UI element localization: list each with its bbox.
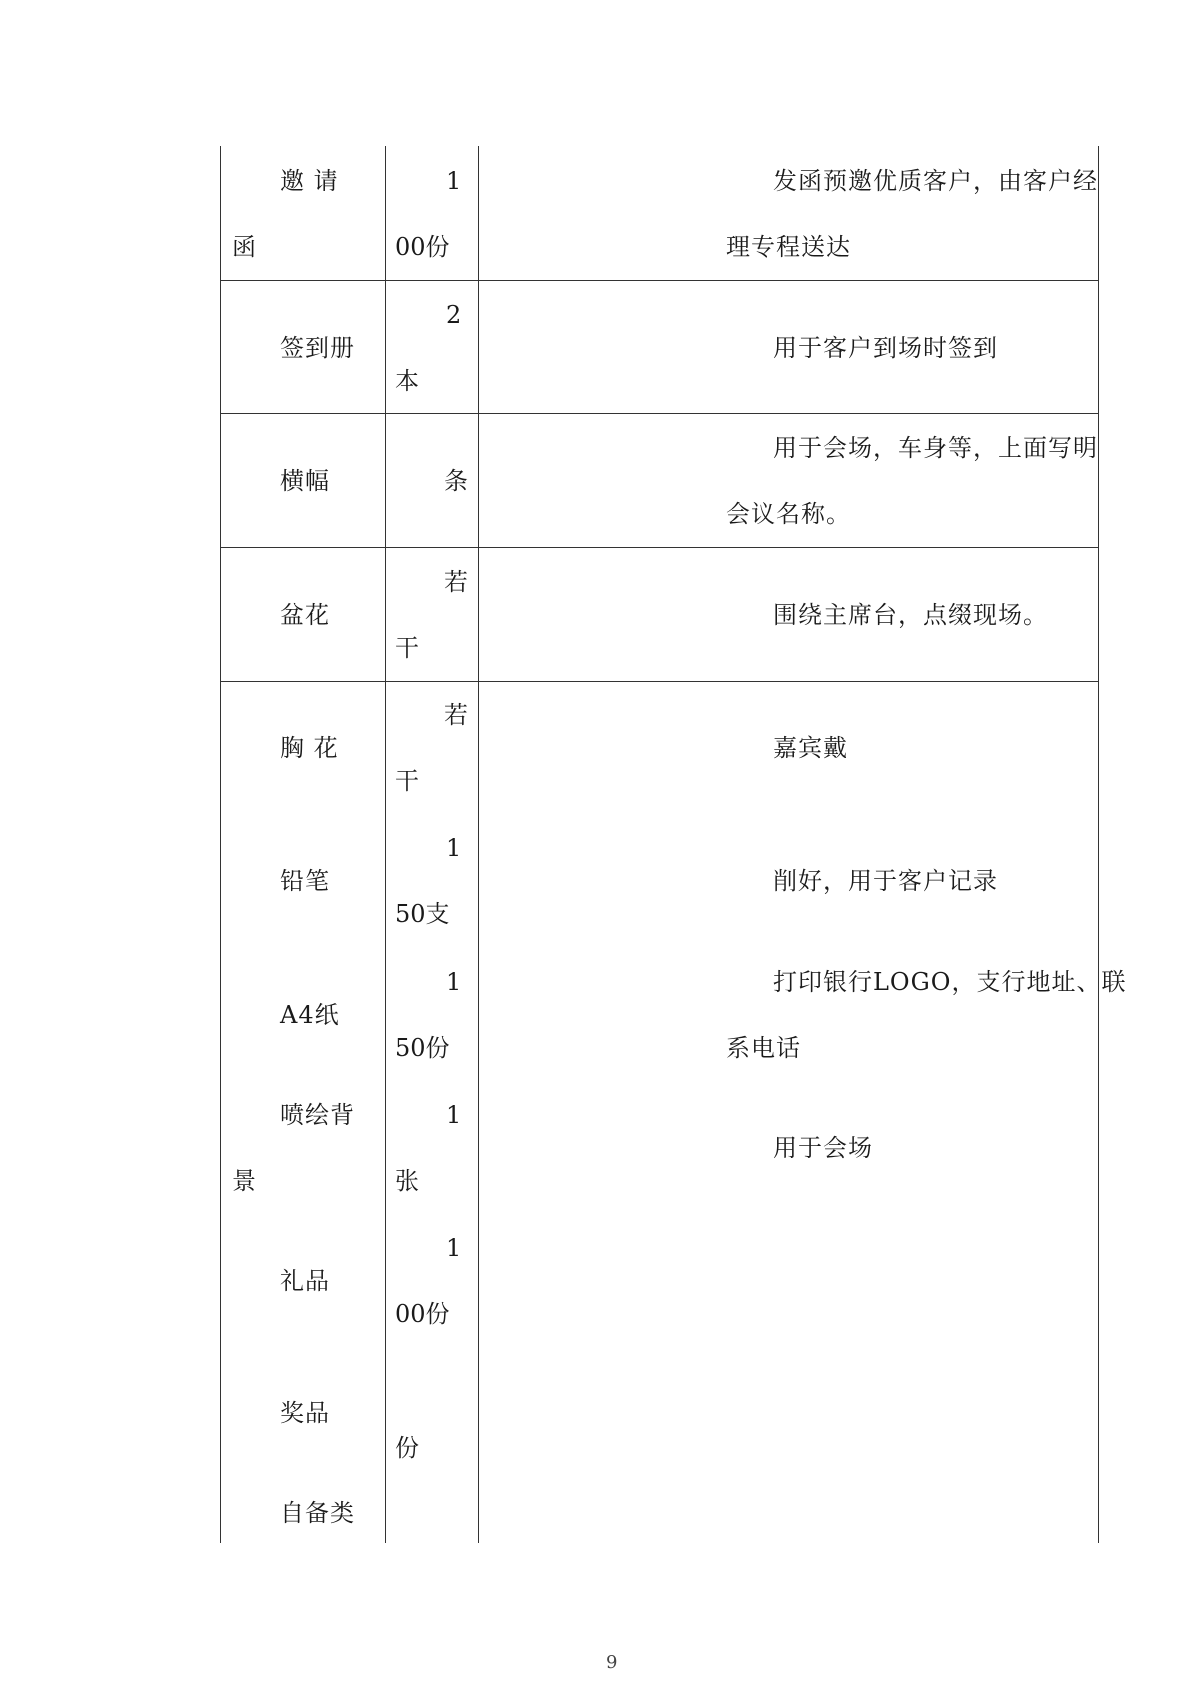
item-note: 削好，用于客户记录 [773, 867, 998, 895]
item-name: 盆花 [280, 601, 330, 629]
item-quantity: 1 [446, 968, 462, 996]
item-quantity: 条 [444, 467, 468, 495]
item-name: 喷绘背 [280, 1101, 355, 1129]
item-name: 横幅 [280, 467, 330, 495]
table-border-left [220, 146, 221, 1543]
table-row-divider [220, 413, 1099, 414]
item-name: 景 [232, 1167, 257, 1195]
item-note: 围绕主席台，点缀现场。 [773, 601, 1048, 629]
table-border-right [1098, 146, 1099, 1543]
item-note: 用于会场 [773, 1134, 873, 1162]
item-quantity: 00份 [395, 1300, 450, 1328]
item-name: 礼品 [280, 1267, 330, 1295]
item-note: 打印银行LOGO，支行地址、联 [773, 968, 1127, 996]
item-name: 邀 请 [280, 167, 339, 195]
item-note: 系电话 [726, 1034, 801, 1062]
item-name: 胸 花 [280, 734, 339, 762]
item-name: 函 [232, 233, 257, 261]
item-quantity: 张 [395, 1167, 419, 1195]
item-name: 铅笔 [280, 867, 330, 895]
item-quantity: 干 [395, 767, 419, 795]
item-note: 会议名称。 [726, 500, 851, 528]
table-row-divider [220, 547, 1099, 548]
item-quantity: 若 [444, 701, 468, 729]
item-name: A4纸 [280, 1001, 340, 1029]
item-quantity: 1 [446, 1234, 462, 1262]
table-row-divider [220, 681, 1099, 682]
item-quantity: 50份 [395, 1034, 450, 1062]
item-quantity: 若 [444, 568, 468, 596]
item-note: 用于客户到场时签到 [773, 334, 998, 362]
item-quantity: 50支 [395, 900, 450, 928]
table-column-divider-2 [478, 146, 479, 1543]
item-note: 用于会场，车身等，上面写明 [773, 434, 1098, 462]
table-column-divider-1 [385, 146, 386, 1543]
item-note: 发函预邀优质客户，由客户经 [773, 167, 1098, 195]
item-quantity: 本 [395, 367, 419, 395]
item-quantity: 1 [446, 1101, 462, 1129]
item-note: 嘉宾戴 [773, 734, 848, 762]
table-row-divider [220, 280, 1099, 281]
item-name: 奖品 [280, 1399, 330, 1427]
item-quantity: 1 [446, 167, 462, 195]
item-quantity: 00份 [395, 233, 450, 261]
item-quantity: 干 [395, 634, 419, 662]
item-quantity: 1 [446, 834, 462, 862]
item-quantity: 2 [446, 301, 462, 329]
item-name: 自备类 [280, 1499, 355, 1527]
item-note: 理专程送达 [726, 233, 851, 261]
item-quantity: 份 [395, 1434, 419, 1462]
item-name: 签到册 [280, 334, 355, 362]
page-number: 9 [606, 1652, 618, 1673]
